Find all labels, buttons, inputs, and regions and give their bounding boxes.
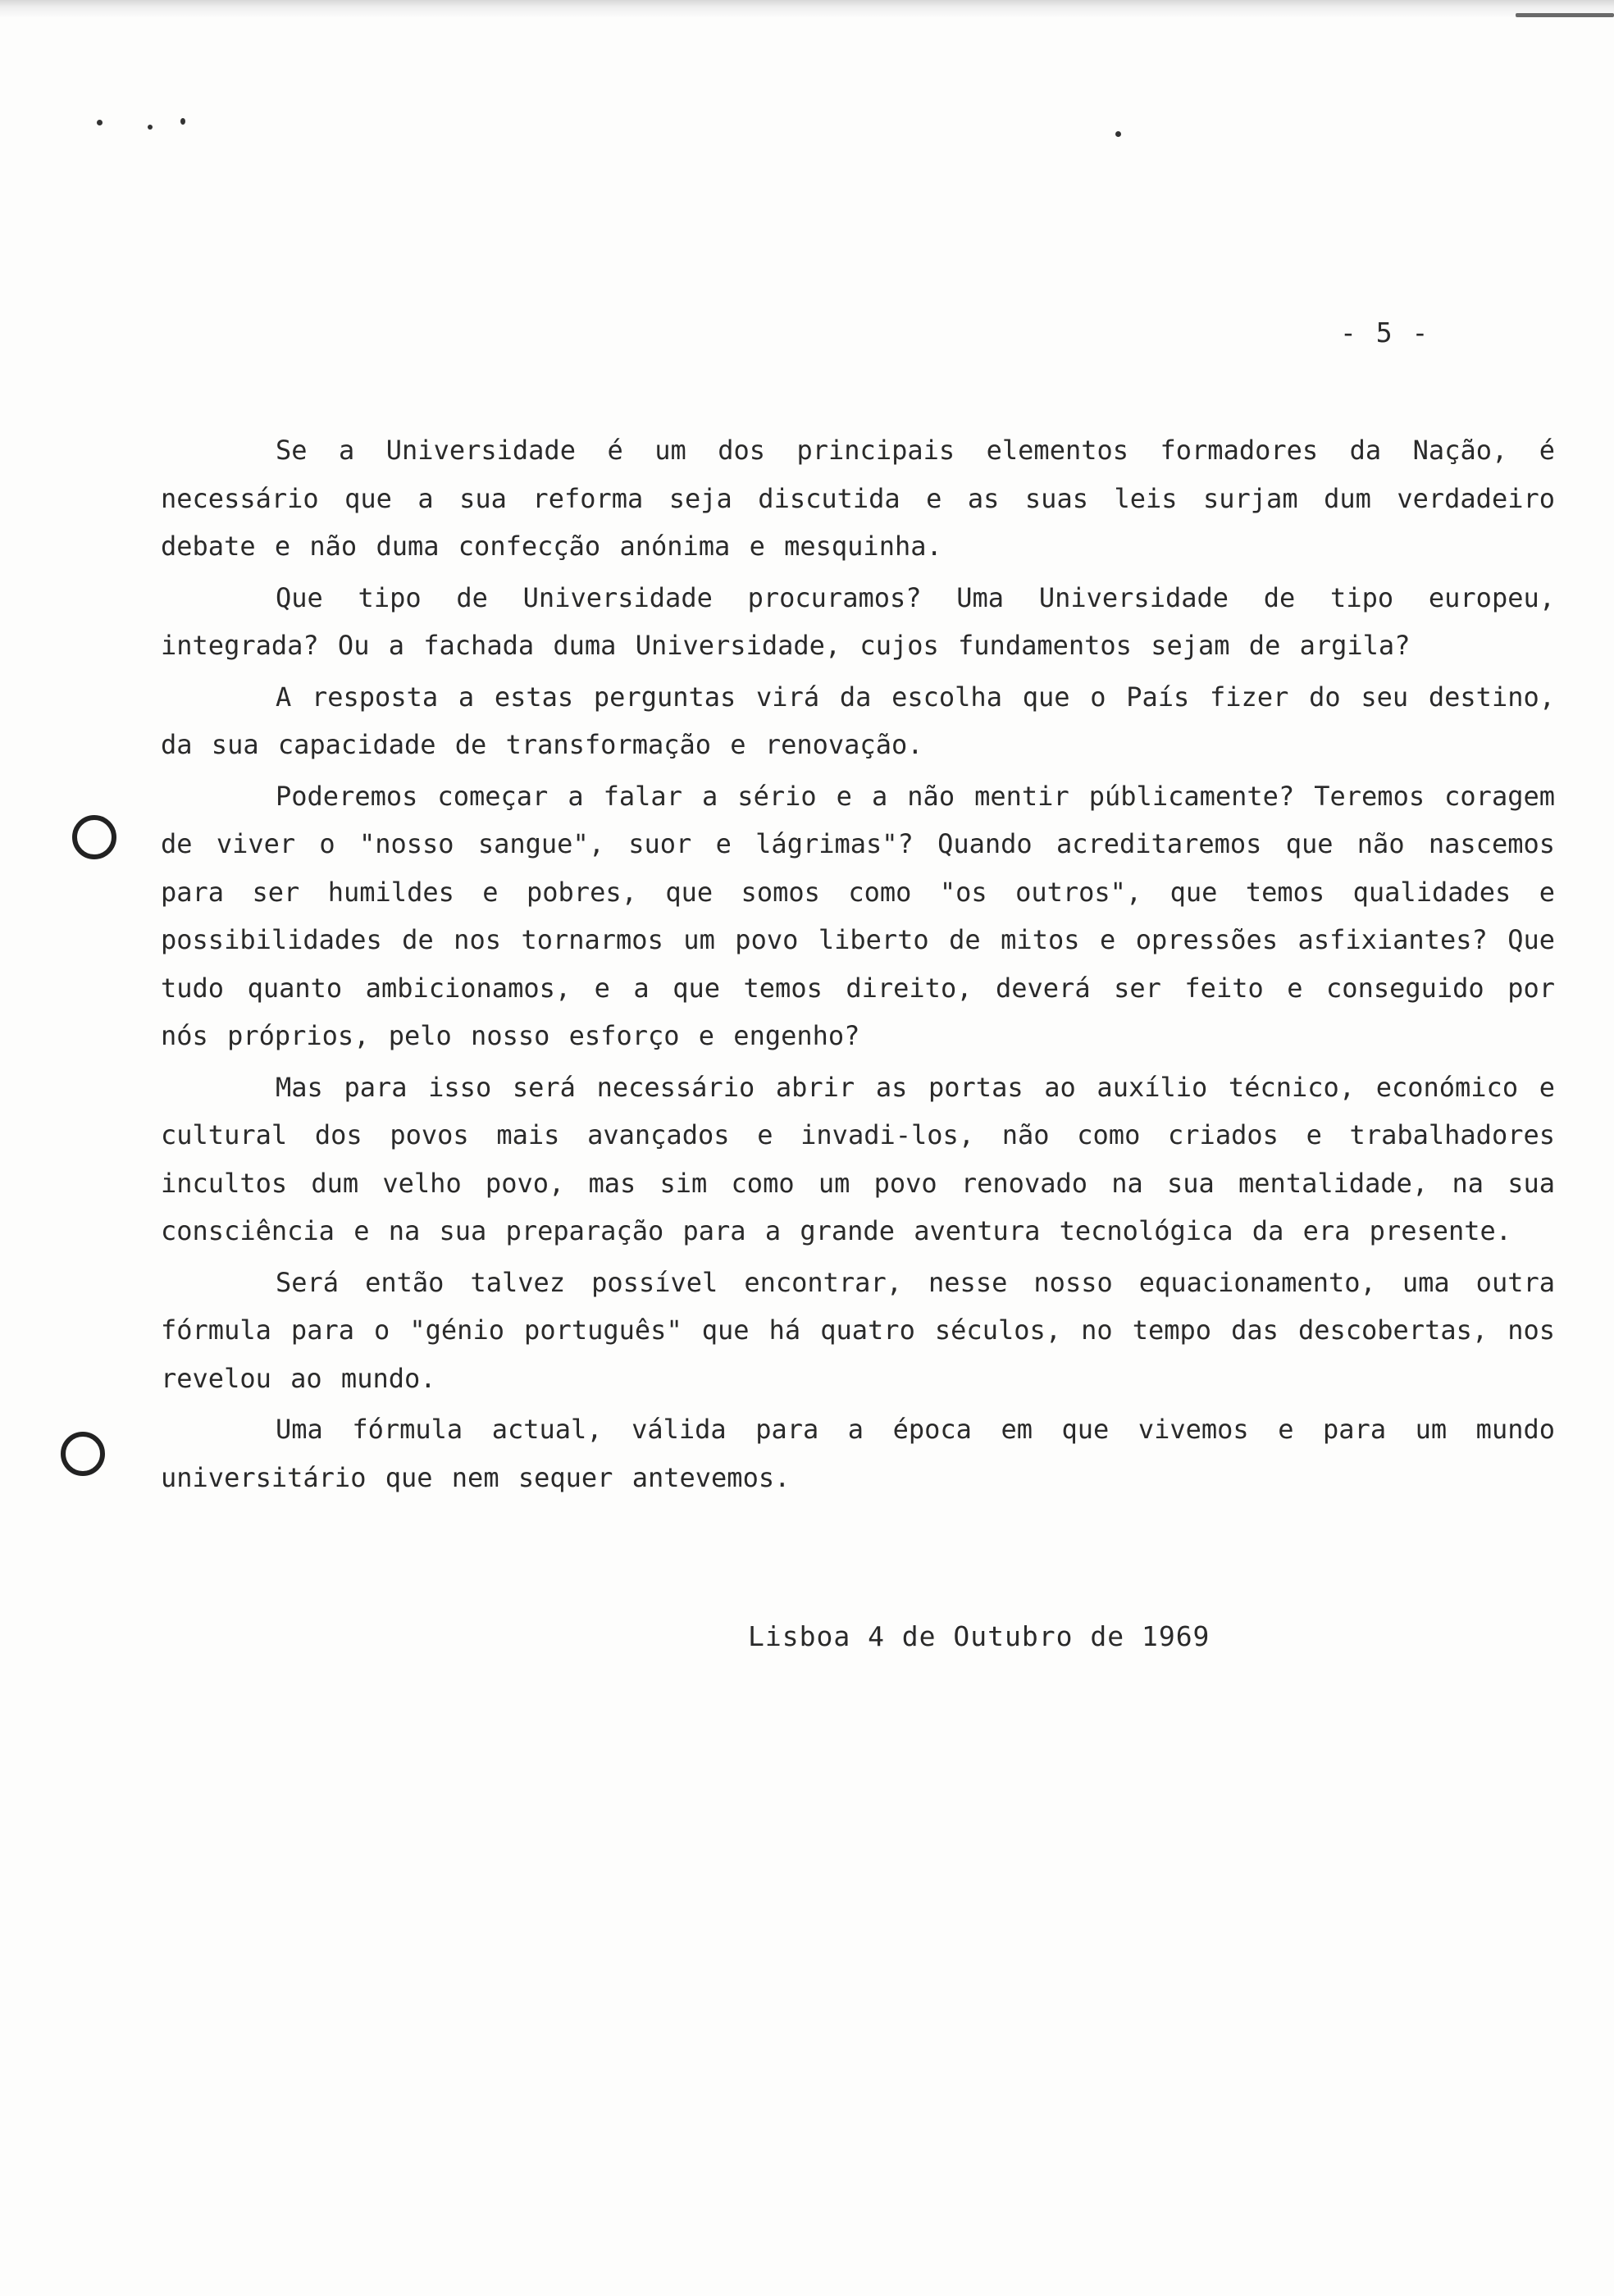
paragraph: Será então talvez possível encontrar, nesse nosso equacionamento, uma outra fórmula para o "génio português" que há quatro séculos, no tempo das descobertas, nos revelou ao mundo.	[161, 1266, 1555, 1394]
scan-speck	[180, 118, 185, 125]
body-text	[161, 426, 1555, 1505]
punch-hole	[72, 815, 116, 859]
scan-speck	[1115, 131, 1121, 137]
scan-top-edge	[0, 0, 1614, 18]
scan-speck	[97, 120, 103, 125]
paragraph: Uma fórmula actual, válida para a época em que vivemos e para um mundo universitário que nem sequer antevemos.	[161, 1414, 1555, 1493]
scan-speck	[148, 125, 153, 130]
paragraph: Se a Universidade é um dos principais elementos formadores da Nação, é necessário que a sua reforma seja discutida e as suas leis surjam dum verdadeiro debate e não duma confecção anónima e mesquinha.	[161, 435, 1555, 562]
page-number: - 5 -	[1340, 317, 1430, 348]
place-date-signoff: Lisboa 4 de Outubro de 1969	[748, 1620, 1210, 1652]
punch-hole	[61, 1432, 105, 1476]
paragraph: Mas para isso será necessário abrir as portas ao auxílio técnico, económico e cultural dos povos mais avançados e invadi-los, não como criados e trabalhadores incultos dum velho povo, mas sim como um povo renovado na sua mentalidade, na sua consciência e na sua preparação para a grande aventura tecnológica da era presente.	[161, 1071, 1555, 1246]
paragraph: A resposta a estas perguntas virá da escolha que o País fizer do seu destino, da sua capacidade de transformação e renovação.	[161, 681, 1555, 760]
paragraph: Que tipo de Universidade procuramos? Uma Universidade de tipo europeu, integrada? Ou a fachada duma Universidade, cujos fundamentos sejam de argila?	[161, 581, 1555, 661]
scan-edge-mark	[1516, 13, 1614, 17]
paragraph: Poderemos começar a falar a sério e a não mentir públicamente? Teremos coragem de viver o "nosso sangue", suor e lágrimas"? Quando acreditaremos que não nascemos para ser humildes e pobres, que somos como "os outros", que temos qualidades e possibilidades de nos tornarmos um povo liberto de mitos e opressões asfixiantes? Que tudo quanto ambicionamos, e a que temos direito, deverá ser feito e conseguido por nós próprios, pelo nosso esforço e engenho?	[161, 780, 1555, 1051]
